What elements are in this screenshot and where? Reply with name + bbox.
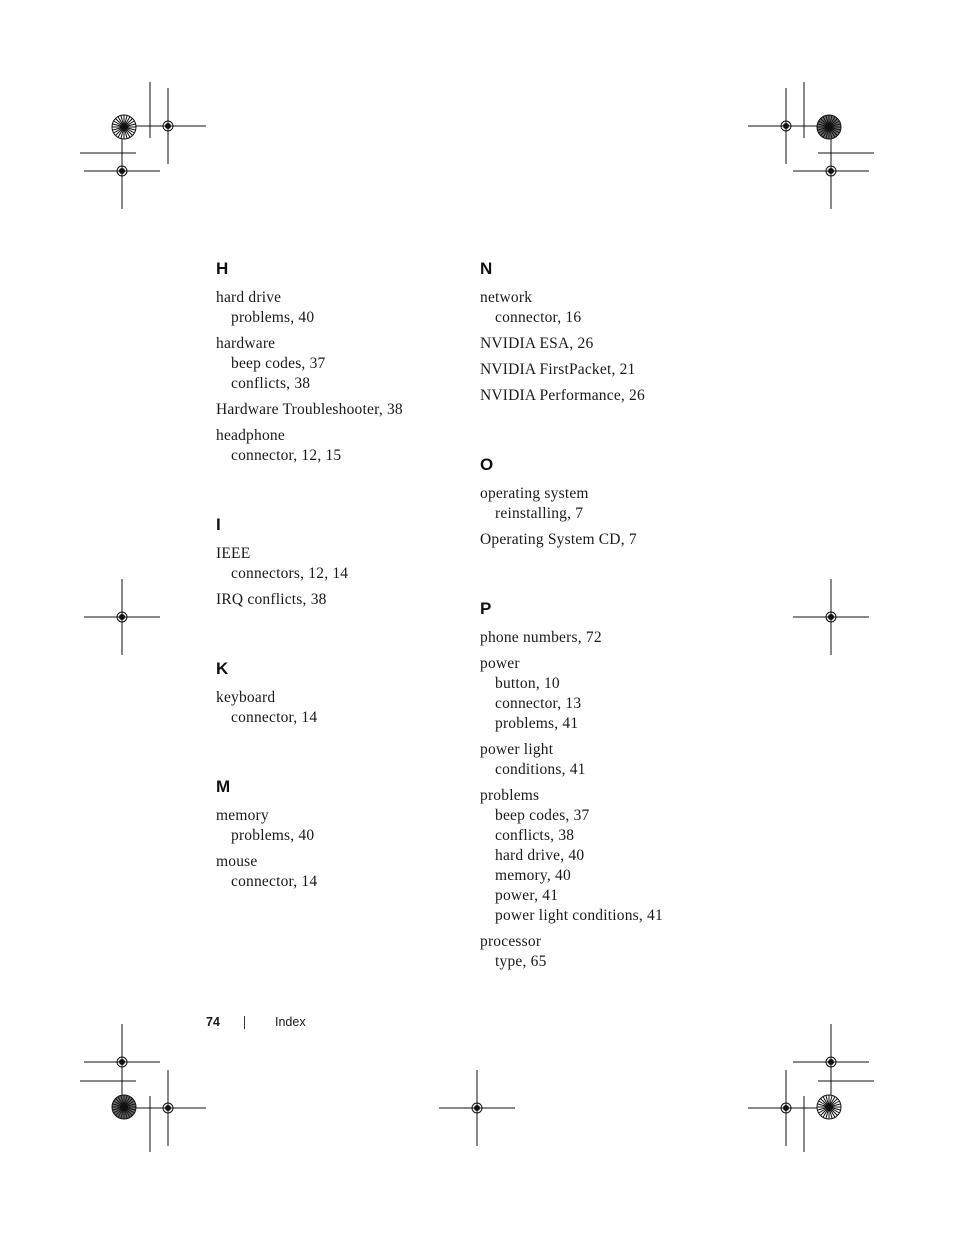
registration-target-center [784,124,789,129]
index-subterm: reinstalling, 7 [495,505,584,522]
index-subterm: button, 10 [495,675,560,692]
index-subterm: problems, 40 [231,309,315,326]
section-gap [216,472,476,514]
index-section-m [216,776,476,892]
index-term: IEEE [216,545,251,562]
section-letter: I [216,515,221,534]
index-subterm: power light conditions, 41 [495,907,663,924]
index-entry [480,932,740,972]
index-entry [216,400,476,420]
section-letter: O [480,455,494,474]
index-subterm: hard drive, 40 [495,847,585,864]
registration-target-center [829,615,834,620]
section-letter: M [216,777,231,796]
index-subterm: connector, 13 [495,695,582,712]
index-term: power light [480,741,554,758]
index-entry [216,806,476,846]
section-letter: N [480,259,493,278]
registration-target-center [120,615,125,620]
index-section-o [480,454,740,550]
index-entry [216,426,476,466]
index-entry [480,484,740,524]
index-section-k [216,658,476,728]
index-term: network [480,289,533,306]
index-subterm: connector, 16 [495,309,582,326]
index-entry [216,544,476,584]
index-column-left [216,258,476,898]
section-gap [480,412,740,454]
index-term: keyboard [216,689,276,706]
index-entry [480,530,740,550]
index-term: mouse [216,853,258,870]
index-entry [480,740,740,780]
index-subterm: type, 65 [495,953,547,970]
index-subterm: memory, 40 [495,867,571,884]
index-term: problems [480,787,540,804]
index-term: Operating System CD, 7 [480,531,637,548]
registration-target-center [120,1060,125,1065]
registration-target-center [120,169,125,174]
index-entry [216,288,476,328]
index-entry [480,786,740,926]
registration-target-center [475,1106,480,1111]
index-term: processor [480,933,542,950]
index-entry [480,628,740,648]
index-term: hard drive [216,289,282,306]
index-entry [480,288,740,328]
section-letter: K [216,659,229,678]
index-subterm: connector, 14 [231,873,318,890]
index-entry [216,688,476,728]
registration-target-center [829,169,834,174]
index-entry [480,334,740,354]
index-subterm: problems, 40 [231,827,315,844]
index-term: phone numbers, 72 [480,629,602,646]
index-entry [480,654,740,734]
index-entry [216,852,476,892]
section-gap [480,556,740,598]
index-term: NVIDIA Performance, 26 [480,387,645,404]
index-term: operating system [480,485,589,502]
section-gap [216,616,476,658]
section-letter: P [480,599,492,618]
footer-separator [244,1016,245,1029]
index-subterm: beep codes, 37 [231,355,326,372]
index-section-h [216,258,476,466]
index-term: power [480,655,520,672]
page-number: 74 [206,1015,220,1029]
index-subterm: conflicts, 38 [495,827,575,844]
index-subterm: connector, 14 [231,709,318,726]
index-entry [480,360,740,380]
index-entry [480,386,740,406]
registration-target-center [784,1106,789,1111]
index-entry [216,334,476,394]
registration-target-center [166,124,171,129]
index-term: memory [216,807,269,824]
index-subterm: problems, 41 [495,715,579,732]
index-entry [216,590,476,610]
index-term: Hardware Troubleshooter, 38 [216,401,403,418]
index-column-right [480,258,740,978]
registration-target-center [829,1060,834,1065]
index-term: NVIDIA ESA, 26 [480,335,594,352]
index-term: hardware [216,335,276,352]
index-subterm: beep codes, 37 [495,807,590,824]
index-subterm: power, 41 [495,887,559,904]
section-letter: H [216,259,229,278]
index-section-n [480,258,740,406]
index-term: NVIDIA FirstPacket, 21 [480,361,636,378]
footer-section-title: Index [275,1015,306,1029]
index-section-p [480,598,740,972]
index-subterm: conditions, 41 [495,761,586,778]
index-subterm: conflicts, 38 [231,375,311,392]
index-subterm: connectors, 12, 14 [231,565,349,582]
index-term: headphone [216,427,285,444]
page-footer [206,1015,306,1029]
section-gap [216,734,476,776]
index-section-i [216,514,476,610]
index-subterm: connector, 12, 15 [231,447,342,464]
registration-target-center [166,1106,171,1111]
index-term: IRQ conflicts, 38 [216,591,327,608]
